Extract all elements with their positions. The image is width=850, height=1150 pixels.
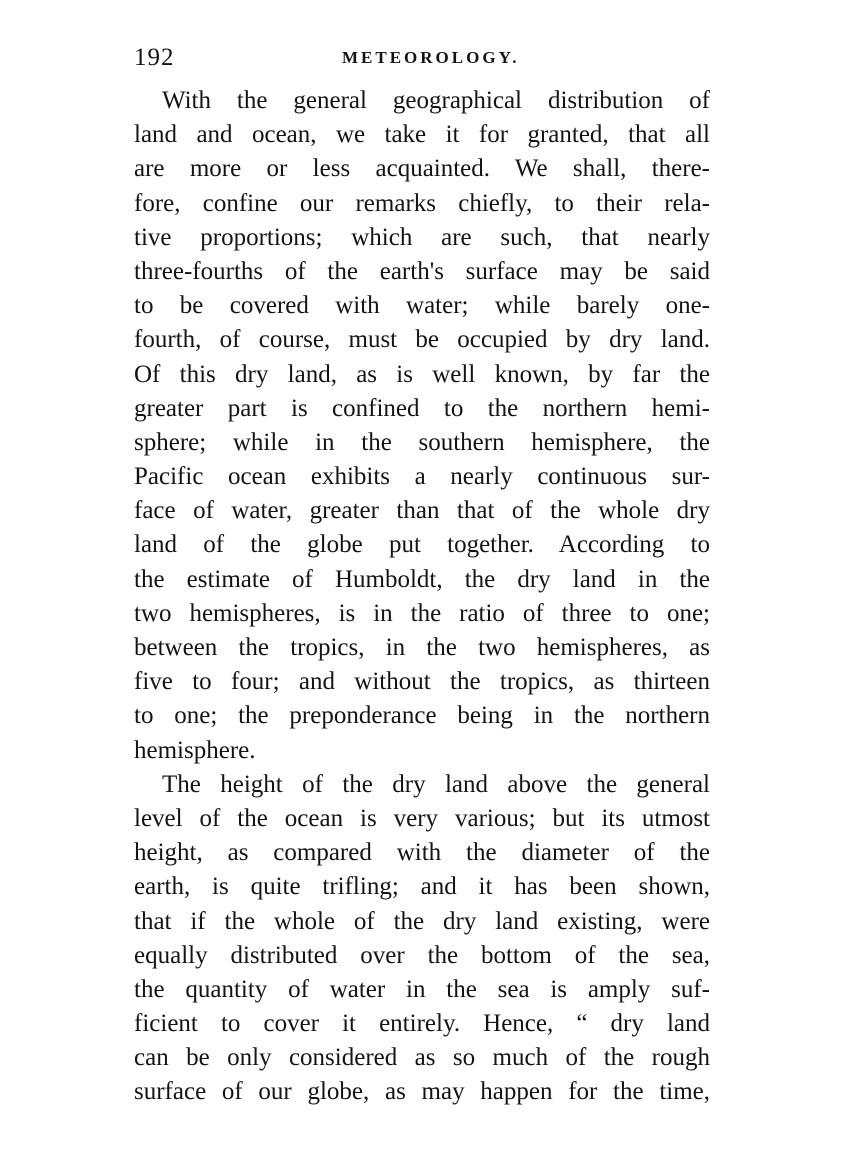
body-text xyxy=(134,84,710,1110)
text-line: two hemispheres, is in the ratio of three to one; xyxy=(134,599,710,627)
text-line: tive proportions; which are such, that nearly xyxy=(134,223,710,251)
page-number: 192 xyxy=(134,44,175,71)
text-line: between the tropics, in the two hemispheres, as xyxy=(134,634,710,661)
text-line: to be covered with water; while barely one- xyxy=(134,292,710,320)
text-line: that if the whole of the dry land existing, were xyxy=(134,907,710,935)
text-line: equally distributed over the bottom of the sea, xyxy=(134,941,710,969)
text-line: five to four; and without the tropics, as thirteen xyxy=(134,668,710,696)
text-line: face of water, greater than that of the whole dry xyxy=(134,497,710,525)
text-line: surface of our globe, as may happen for the time, xyxy=(134,1078,710,1106)
text-line: The height of the dry land above the general xyxy=(162,770,710,798)
text-line: are more or less acquainted. We shall, there- xyxy=(134,155,710,183)
text-line: With the general geographical distribution of xyxy=(162,87,710,114)
text-line: land and ocean, we take it for granted, that all xyxy=(134,121,710,149)
text-line: level of the ocean is very various; but its utmost xyxy=(134,804,710,832)
text-line: height, as compared with the diameter of the xyxy=(134,839,710,867)
text-line: fourth, of course, must be occupied by dry land. xyxy=(134,326,710,354)
text-line: the estimate of Humboldt, the dry land in the xyxy=(134,565,710,593)
text-line: greater part is confined to the northern hemi- xyxy=(134,394,710,422)
text-line: ficient to cover it entirely. Hence, “ dry land xyxy=(134,1010,710,1038)
running-title: METEOROLOGY. xyxy=(342,48,520,67)
text-line: earth, is quite trifling; and it has been shown, xyxy=(134,873,710,901)
running-head xyxy=(134,44,710,74)
text-line: the quantity of water in the sea is amply suf- xyxy=(134,975,710,1003)
text-line: can be only considered as so much of the rough xyxy=(134,1044,710,1072)
text-line: hemisphere. xyxy=(134,736,256,764)
text-line: fore, confine our remarks chiefly, to their rela- xyxy=(134,189,710,217)
text-line: Of this dry land, as is well known, by far the xyxy=(134,360,710,388)
text-line: to one; the preponderance being in the northern xyxy=(134,702,710,730)
text-line: sphere; while in the southern hemisphere, the xyxy=(134,428,710,456)
text-line: Pacific ocean exhibits a nearly continuous sur- xyxy=(134,463,710,491)
text-line: three-fourths of the earth's surface may be said xyxy=(134,257,710,285)
text-line: land of the globe put together. According to xyxy=(134,531,710,559)
